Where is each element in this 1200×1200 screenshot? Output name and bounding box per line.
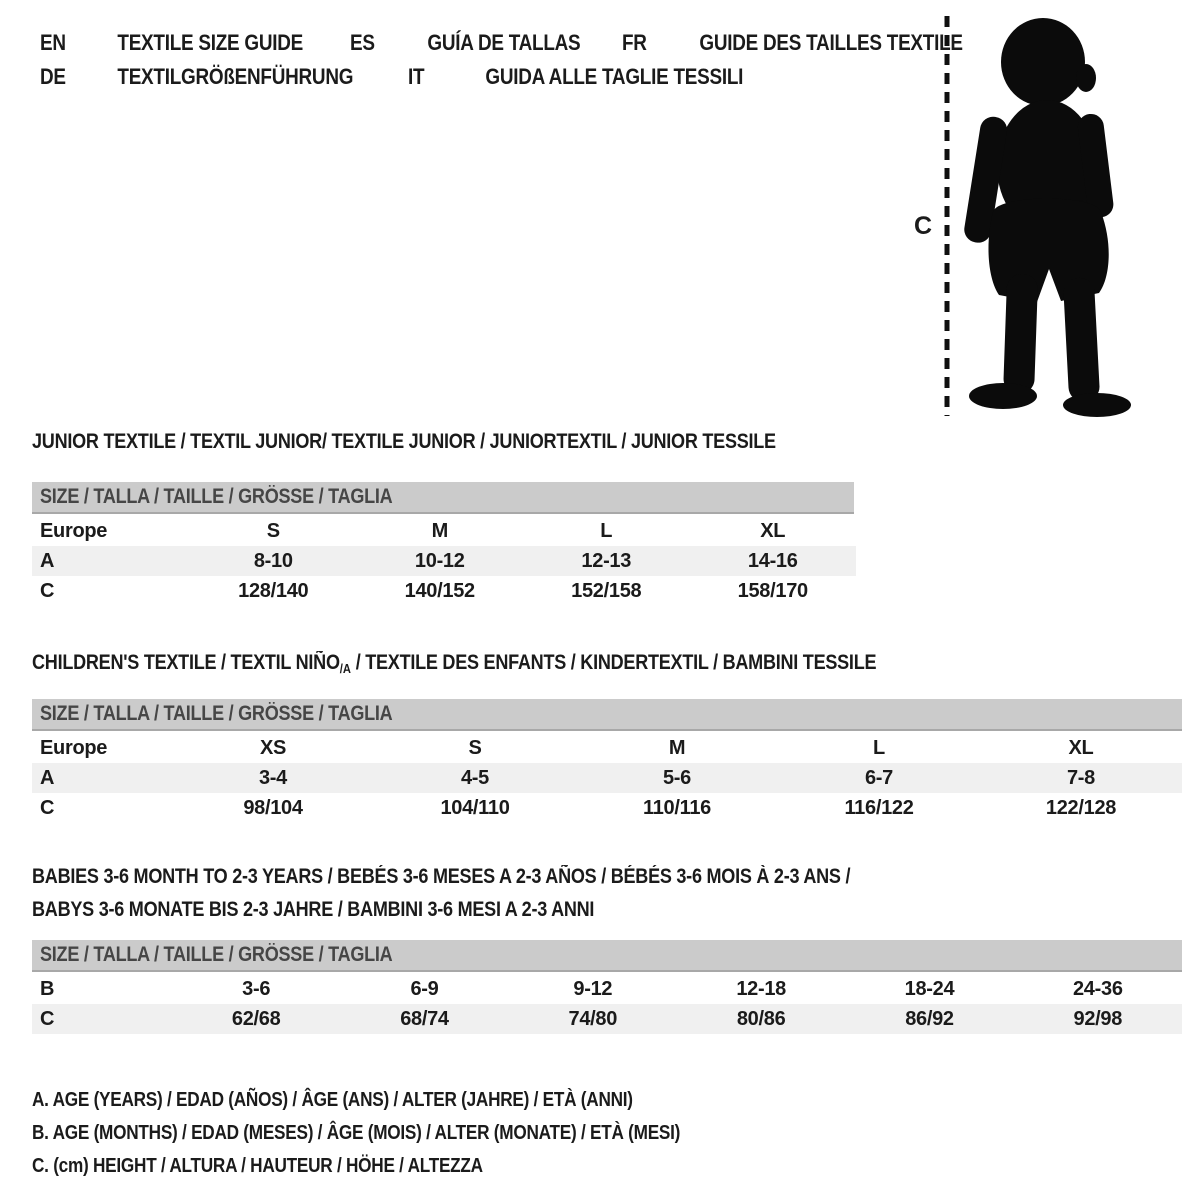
size-header-label: SIZE / TALLA / TAILLE / GRÖSSE / TAGLIA <box>40 943 393 966</box>
children-size-table <box>32 733 1182 823</box>
row-label-cell: A <box>32 546 190 576</box>
value-cell: XL <box>1068 736 1094 759</box>
value-cell: 7-8 <box>980 763 1182 793</box>
children-title-pre: CHILDREN'S TEXTILE / TEXTIL NIÑO <box>32 651 340 674</box>
value-cell: 10-12 <box>357 546 524 576</box>
value-cell: 104/110 <box>440 796 510 819</box>
value-cell: 92/98 <box>1014 1004 1182 1034</box>
footnote-age-months <box>32 1117 1182 1150</box>
language-row-en <box>40 26 303 60</box>
language-row-de <box>40 60 353 94</box>
footnote-age-years <box>32 1084 1182 1117</box>
dashed-height-line-icon <box>944 16 950 416</box>
junior-section-title <box>32 430 1182 454</box>
language-row-it <box>408 60 743 94</box>
value-cell: 14-16 <box>690 546 857 576</box>
table-row <box>32 974 1182 1004</box>
children-title-sub: /A <box>339 661 351 676</box>
row-label-cell: Europe <box>40 519 108 542</box>
language-code: FR <box>622 30 647 55</box>
babies-size-header-bar <box>32 940 1182 972</box>
row-label-cell: Europe <box>40 736 108 759</box>
language-row-es <box>350 26 580 60</box>
value-cell: 74/80 <box>509 1004 677 1034</box>
section-childrens-textile <box>32 651 1182 823</box>
value-cell: S <box>266 519 280 542</box>
value-cell: 3-6 <box>242 977 271 1000</box>
guide-title-es: GUÍA DE TALLAS <box>427 30 581 55</box>
guide-title-en: TEXTILE SIZE GUIDE <box>117 30 304 55</box>
footnote-age-years-text: A. AGE (YEARS) / EDAD (AÑOS) / ÂGE (ANS) / ALTER (JAHRE) / ETÀ (ANNI) <box>32 1089 633 1111</box>
value-cell: XS <box>259 736 287 759</box>
value-cell: 98/104 <box>243 796 303 819</box>
value-cell: 128/140 <box>238 579 309 602</box>
value-cell: 18-24 <box>904 977 955 1000</box>
table-row <box>32 576 856 606</box>
value-cell: 9-12 <box>573 977 613 1000</box>
height-measure-label: C <box>914 212 932 240</box>
value-cell: 152/158 <box>571 579 642 602</box>
table-row <box>32 516 856 546</box>
junior-size-header-bar <box>32 482 854 514</box>
value-cell: 140/152 <box>404 579 475 602</box>
table-row <box>32 1004 1182 1034</box>
value-cell: 6-9 <box>410 977 439 1000</box>
value-cell: 5-6 <box>576 763 778 793</box>
value-cell: 116/122 <box>844 796 914 819</box>
guide-title-it: GUIDA ALLE TAGLIE TESSILI <box>485 64 744 89</box>
babies-title-line-2: BABYS 3-6 MONATE BIS 2-3 JAHRE / BAMBINI 3-6 MESI A 2-3 ANNI <box>32 898 595 921</box>
table-row <box>32 733 1182 763</box>
language-code: ES <box>350 30 375 55</box>
value-cell: XL <box>760 519 786 542</box>
language-code: DE <box>40 64 66 89</box>
value-cell: M <box>431 519 448 542</box>
value-cell: M <box>668 736 686 759</box>
babies-size-table <box>32 974 1182 1034</box>
language-code: IT <box>408 64 425 89</box>
junior-size-table <box>32 516 856 606</box>
toddler-silhouette-icon <box>963 14 1138 418</box>
section-babies-textile <box>32 860 1182 1034</box>
value-cell: 12-18 <box>736 977 786 1000</box>
guide-title-fr: GUIDE DES TAILLES TEXTILE <box>699 30 963 55</box>
table-row <box>32 763 1182 793</box>
children-section-title <box>32 651 1182 681</box>
value-cell: L <box>600 519 613 542</box>
language-row-fr <box>622 26 963 60</box>
footnote-age-months-text: B. AGE (MONTHS) / EDAD (MESES) / ÂGE (MOIS) / ALTER (MONATE) / ETÀ (MESI) <box>32 1122 681 1144</box>
table-row <box>32 546 856 576</box>
children-title-post: / TEXTILE DES ENFANTS / KINDERTEXTIL / BAMBINI TESSILE <box>350 651 877 674</box>
value-cell: 86/92 <box>845 1004 1013 1034</box>
footnote-height-cm-text: C. (cm) HEIGHT / ALTURA / HAUTEUR / HÖHE / ALTEZZA <box>32 1155 483 1177</box>
table-row <box>32 793 1182 823</box>
footnote-height-cm <box>32 1150 1182 1183</box>
size-tables-content <box>32 430 1182 1183</box>
value-cell: S <box>468 736 482 759</box>
value-cell: 158/170 <box>737 579 808 602</box>
babies-title-line-1: BABIES 3-6 MONTH TO 2-3 YEARS / BEBÉS 3-6 MESES A 2-3 AÑOS / BÉBÉS 3-6 MOIS À 2-3 ANS / <box>32 865 851 888</box>
value-cell: 6-7 <box>778 763 980 793</box>
row-label-cell: A <box>32 763 172 793</box>
size-header-label: SIZE / TALLA / TAILLE / GRÖSSE / TAGLIA <box>40 702 393 725</box>
value-cell: 12-13 <box>523 546 690 576</box>
value-cell: 4-5 <box>374 763 576 793</box>
row-label-cell: C <box>40 579 55 602</box>
guide-title-de: TEXTILGRÖßENFÜHRUNG <box>117 64 354 89</box>
babies-section-title <box>32 860 1182 926</box>
legend-footnotes <box>32 1084 1182 1183</box>
row-label-cell: C <box>40 796 55 819</box>
children-size-header-bar <box>32 699 1182 731</box>
row-label-cell: C <box>32 1004 172 1034</box>
value-cell: L <box>873 736 885 759</box>
section-junior-textile <box>32 430 1182 606</box>
value-cell: 80/86 <box>677 1004 845 1034</box>
size-header-label: SIZE / TALLA / TAILLE / GRÖSSE / TAGLIA <box>40 485 393 508</box>
value-cell: 24-36 <box>1072 977 1123 1000</box>
value-cell: 110/116 <box>643 796 711 819</box>
value-cell: 62/68 <box>172 1004 340 1034</box>
value-cell: 122/128 <box>1045 796 1117 819</box>
junior-section-title-text: JUNIOR TEXTILE / TEXTIL JUNIOR/ TEXTILE JUNIOR / JUNIORTEXTIL / JUNIOR TESSILE <box>32 430 776 453</box>
children-section-title-text <box>32 651 876 681</box>
value-cell: 68/74 <box>340 1004 508 1034</box>
language-code: EN <box>40 30 66 55</box>
value-cell: 8-10 <box>190 546 357 576</box>
value-cell: 3-4 <box>172 763 374 793</box>
row-label-cell: B <box>40 977 55 1000</box>
